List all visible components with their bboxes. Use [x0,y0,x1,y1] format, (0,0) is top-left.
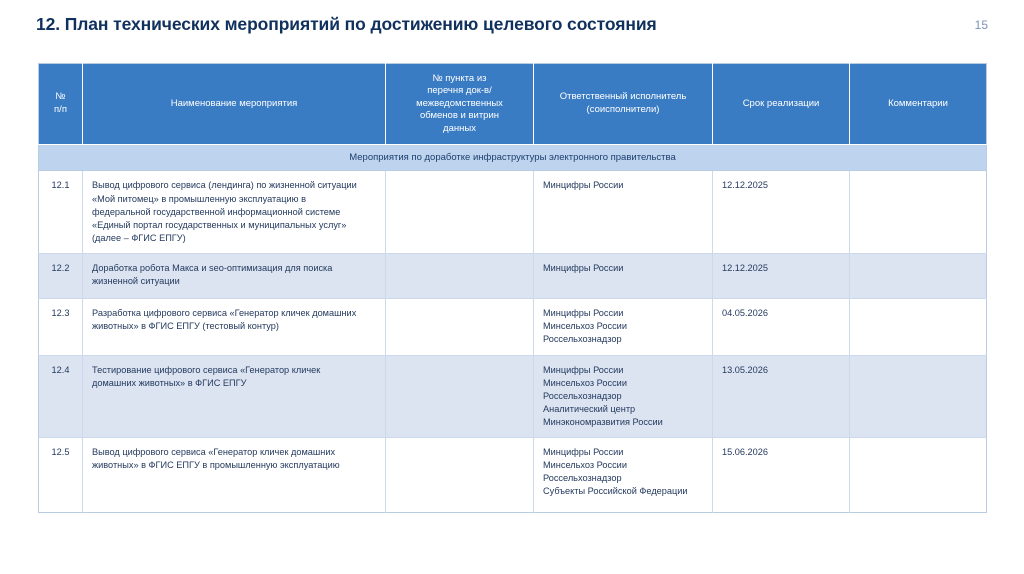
plan-table [38,63,987,513]
executor-line: Минсельхоз России [543,377,627,388]
column-header-doc-line3: межведомственных [416,97,503,109]
cell-comment [850,253,987,298]
column-header-number [39,64,83,145]
column-header-doc-line4: обменов и витрин [419,110,500,122]
page-title: 12. План технических мероприятий по достижению целевого состояния [36,14,657,34]
activity-name-line: Тестирование цифрового сервиса «Генератор кличек [92,364,321,375]
cell-executors [534,355,713,437]
activity-name-line: (далее – ФГИС ЕПГУ) [92,232,186,243]
cell-document-item [386,438,534,513]
plan-table-container [38,63,986,513]
slide-header [0,14,1024,48]
column-header-number-line1: № [55,91,66,103]
table-row [39,171,987,253]
activity-name-line: «Мой питомец» в промышленную эксплуатацию в [92,193,306,204]
cell-deadline: 12.12.2025 [713,171,850,253]
cell-executors [534,171,713,253]
cell-comment [850,355,987,437]
cell-deadline: 13.05.2026 [713,355,850,437]
executor-line: Россельхознадзор [543,333,622,344]
table-row [39,438,987,513]
cell-deadline: 04.05.2026 [713,298,850,355]
cell-number: 12.4 [39,355,83,437]
activity-name-line: жизненной ситуации [92,275,180,286]
cell-document-item [386,171,534,253]
cell-executors [534,253,713,298]
column-header-document-item [386,64,534,145]
column-header-comments: Комментарии [850,64,987,145]
cell-comment [850,171,987,253]
column-header-doc-line5: данных [443,122,476,134]
activity-name-line: животных» в ФГИС ЕПГУ (тестовый контур) [92,320,279,331]
activity-name-line: Вывод цифрового сервиса «Генератор кличек домашних [92,447,336,458]
cell-executors [534,298,713,355]
cell-activity-name [83,171,386,253]
activity-name-line: федеральной государственной информационной системе [92,206,341,217]
executor-line: Аналитический центр [543,403,636,414]
cell-activity-name [83,298,386,355]
table-header [39,64,987,145]
activity-name-line: Разработка цифрового сервиса «Генератор кличек домашних [92,307,357,318]
executor-line: Субъекты Российской Федерации [543,486,688,497]
executor-line: Минэкономразвития России [543,417,663,428]
executor-line: Минцифры России [543,307,624,318]
table-group-row [39,145,987,171]
cell-comment [850,438,987,513]
executor-line: Минсельхоз России [543,320,627,331]
column-header-doc-line1: № пункта из [432,72,487,84]
executor-line: Россельхознадзор [543,390,622,401]
column-header-doc-line2: перечня док-в/ [427,85,492,97]
cell-executors [534,438,713,513]
column-header-executor-line2: (соисполнители) [586,104,660,115]
cell-deadline: 15.06.2026 [713,438,850,513]
executor-line: Минцифры России [543,180,624,191]
activity-name-line: «Единый портал государственных и муниципальных услуг» [92,219,347,230]
activity-name-line: Вывод цифрового сервиса (лендинга) по жизненной ситуации [92,180,357,191]
column-header-name: Наименование мероприятия [83,64,386,145]
table-group-row-label: Мероприятия по доработке инфраструктуры электронного правительства [39,145,987,171]
cell-document-item [386,253,534,298]
column-header-deadline: Срок реализации [713,64,850,145]
cell-number: 12.3 [39,298,83,355]
cell-deadline: 12.12.2025 [713,253,850,298]
executor-line: Минцифры России [543,364,624,375]
table-header-row [39,64,987,145]
table-row [39,253,987,298]
executor-line: Минцифры России [543,262,624,273]
page-number: 15 [974,18,988,32]
cell-activity-name [83,253,386,298]
activity-name-line: домашних животных» в ФГИС ЕПГУ [92,377,247,388]
cell-number: 12.2 [39,253,83,298]
executor-line: Минсельхоз России [543,460,627,471]
cell-number: 12.1 [39,171,83,253]
activity-name-line: животных» в ФГИС ЕПГУ в промышленную эксплуатацию [92,460,340,471]
table-body [39,145,987,513]
cell-document-item [386,298,534,355]
table-row [39,355,987,437]
executor-line: Минцифры России [543,447,624,458]
cell-comment [850,298,987,355]
column-header-number-line2: п/п [54,104,67,115]
cell-document-item [386,355,534,437]
cell-activity-name [83,355,386,437]
column-header-executor-line1: Ответственный исполнитель [559,91,687,103]
activity-name-line: Доработка робота Макса и seo-оптимизация для поиска [92,262,333,273]
executor-line: Россельхознадзор [543,473,622,484]
cell-activity-name [83,438,386,513]
column-header-executor [534,64,713,145]
table-row [39,298,987,355]
cell-number: 12.5 [39,438,83,513]
